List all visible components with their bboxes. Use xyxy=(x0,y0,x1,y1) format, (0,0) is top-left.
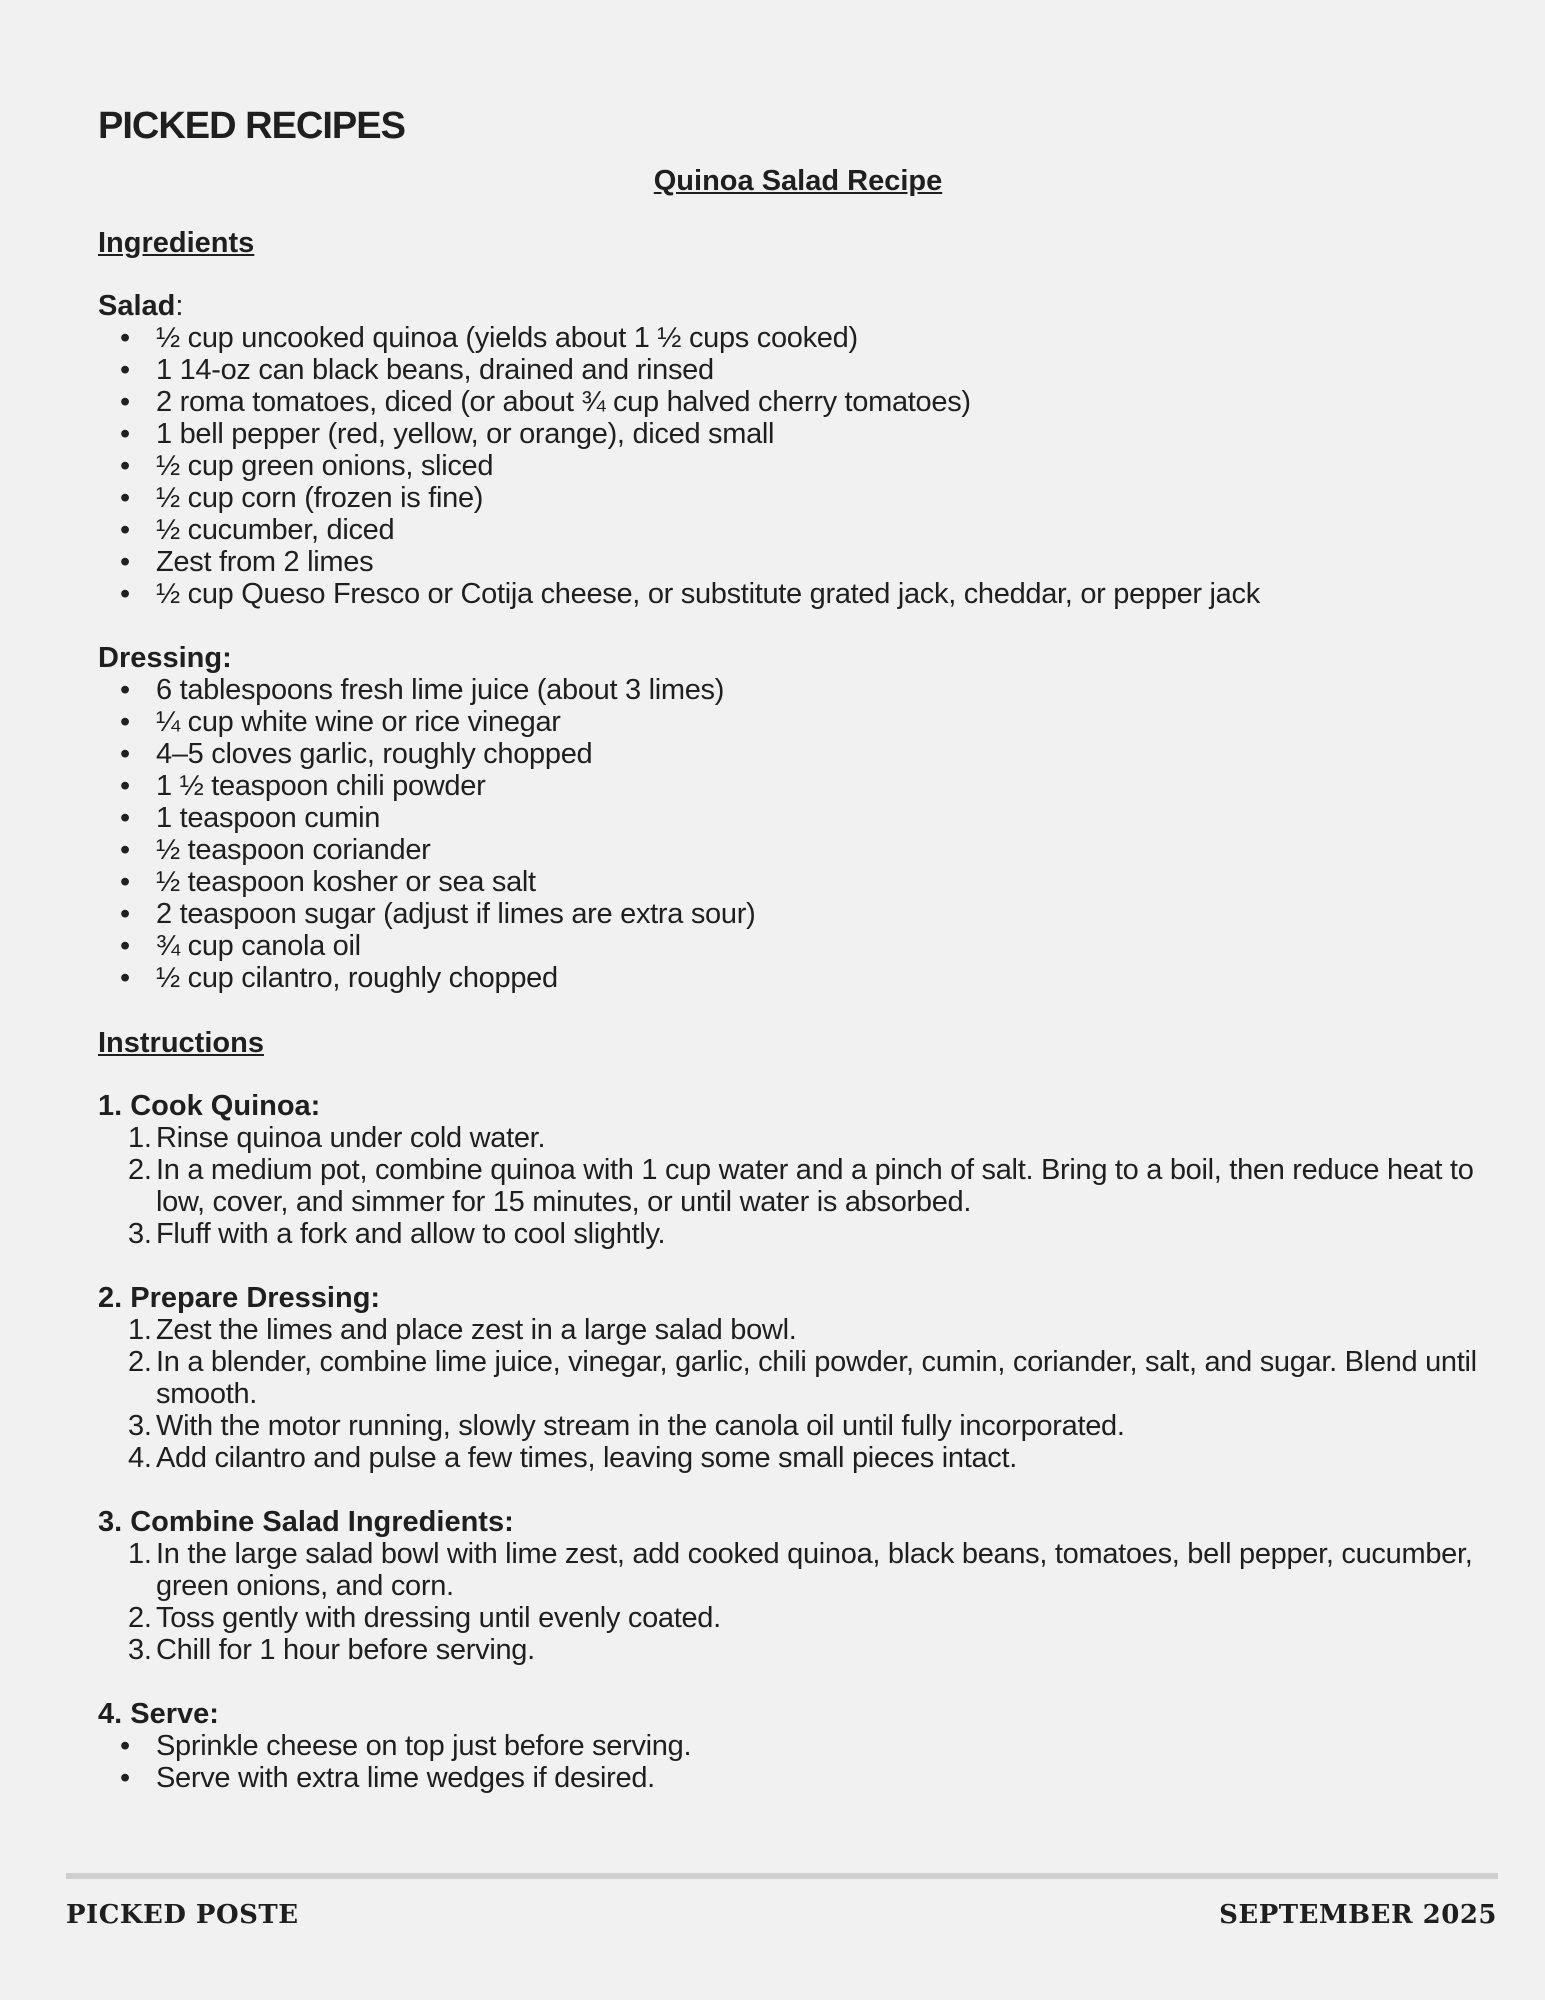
salad-label-colon: : xyxy=(175,290,184,322)
footer-divider xyxy=(66,1873,1498,1879)
list-item: • ½ cucumber, diced xyxy=(98,514,1478,546)
cook-quinoa-steps xyxy=(98,1122,1478,1250)
footer-publication: PICKED POSTE xyxy=(66,1900,299,1930)
serve-list xyxy=(98,1730,1478,1794)
salad-heading xyxy=(98,290,1478,322)
list-item: • Sprinkle cheese on top just before serving. xyxy=(98,1730,1478,1762)
list-item: • ½ cup corn (frozen is fine) xyxy=(98,482,1478,514)
list-item: • 1 ½ teaspoon chili powder xyxy=(98,770,1478,802)
list-item: • ½ teaspoon coriander xyxy=(98,834,1478,866)
step-item: With the motor running, slowly stream in the canola oil until fully incorporated. xyxy=(156,1410,1125,1442)
recipe-page xyxy=(98,104,1478,1826)
list-item: • ¼ cup white wine or rice vinegar xyxy=(98,706,1478,738)
step-heading-cook-quinoa: 1. Cook Quinoa: xyxy=(98,1090,321,1122)
instructions-heading: Instructions xyxy=(98,1027,264,1059)
prepare-dressing-steps xyxy=(98,1314,1478,1474)
ingredients-heading: Ingredients xyxy=(98,227,255,259)
step-item: Rinse quinoa under cold water. xyxy=(156,1122,546,1154)
salad-ingredient-list xyxy=(98,322,1478,610)
list-item: • 2 teaspoon sugar (adjust if limes are extra sour) xyxy=(98,898,1478,930)
combine-salad-steps xyxy=(98,1538,1478,1666)
list-item: • 6 tablespoons fresh lime juice (about 3 limes) xyxy=(98,674,1478,706)
list-item: • Zest from 2 limes xyxy=(98,546,1478,578)
step-item: Zest the limes and place zest in a large salad bowl. xyxy=(156,1314,797,1346)
list-item: • 1 teaspoon cumin xyxy=(98,802,1478,834)
list-item: • Serve with extra lime wedges if desired. xyxy=(98,1762,1478,1794)
footer-date: SEPTEMBER 2025 xyxy=(1219,1900,1497,1930)
list-item: • 4–5 cloves garlic, roughly chopped xyxy=(98,738,1478,770)
list-item: • 2 roma tomatoes, diced (or about ¾ cup halved cherry tomatoes) xyxy=(98,386,1478,418)
list-item: • ½ cup cilantro, roughly chopped xyxy=(98,962,1478,994)
recipe-title: Quinoa Salad Recipe xyxy=(653,165,943,197)
step-heading-serve: 4. Serve: xyxy=(98,1698,219,1730)
step-item: In a medium pot, combine quinoa with 1 cup water and a pinch of salt. Bring to a boil, then reduce heat to low, cover, and simmer for 15 minutes, or until water is absorbed. xyxy=(156,1154,1474,1218)
step-heading-combine-salad: 3. Combine Salad Ingredients: xyxy=(98,1506,514,1538)
list-item: • ½ cup uncooked quinoa (yields about 1 ½ cups cooked) xyxy=(98,322,1478,354)
list-item: • 1 bell pepper (red, yellow, or orange), diced small xyxy=(98,418,1478,450)
page-title: PICKED RECIPES xyxy=(98,105,405,147)
list-item: • ½ cup green onions, sliced xyxy=(98,450,1478,482)
step-item: In the large salad bowl with lime zest, add cooked quinoa, black beans, tomatoes, bell pepper, cucumber, green onions, and corn. xyxy=(156,1538,1473,1602)
step-item: In a blender, combine lime juice, vinegar, garlic, chili powder, cumin, coriander, salt, and sugar. Blend until smooth. xyxy=(156,1346,1477,1410)
step-item: Add cilantro and pulse a few times, leaving some small pieces intact. xyxy=(156,1442,1018,1474)
dressing-heading: Dressing: xyxy=(98,642,232,674)
step-item: Chill for 1 hour before serving. xyxy=(156,1634,535,1666)
list-item: • ¾ cup canola oil xyxy=(98,930,1478,962)
salad-label: Salad xyxy=(98,290,176,322)
list-item: • ½ cup Queso Fresco or Cotija cheese, or substitute grated jack, cheddar, or pepper jack xyxy=(98,578,1478,610)
step-heading-prepare-dressing: 2. Prepare Dressing: xyxy=(98,1282,381,1314)
list-item: • 1 14-oz can black beans, drained and rinsed xyxy=(98,354,1478,386)
dressing-ingredient-list xyxy=(98,674,1478,994)
list-item: • ½ teaspoon kosher or sea salt xyxy=(98,866,1478,898)
step-item: Fluff with a fork and allow to cool slightly. xyxy=(156,1218,666,1250)
step-item: Toss gently with dressing until evenly coated. xyxy=(156,1602,721,1634)
